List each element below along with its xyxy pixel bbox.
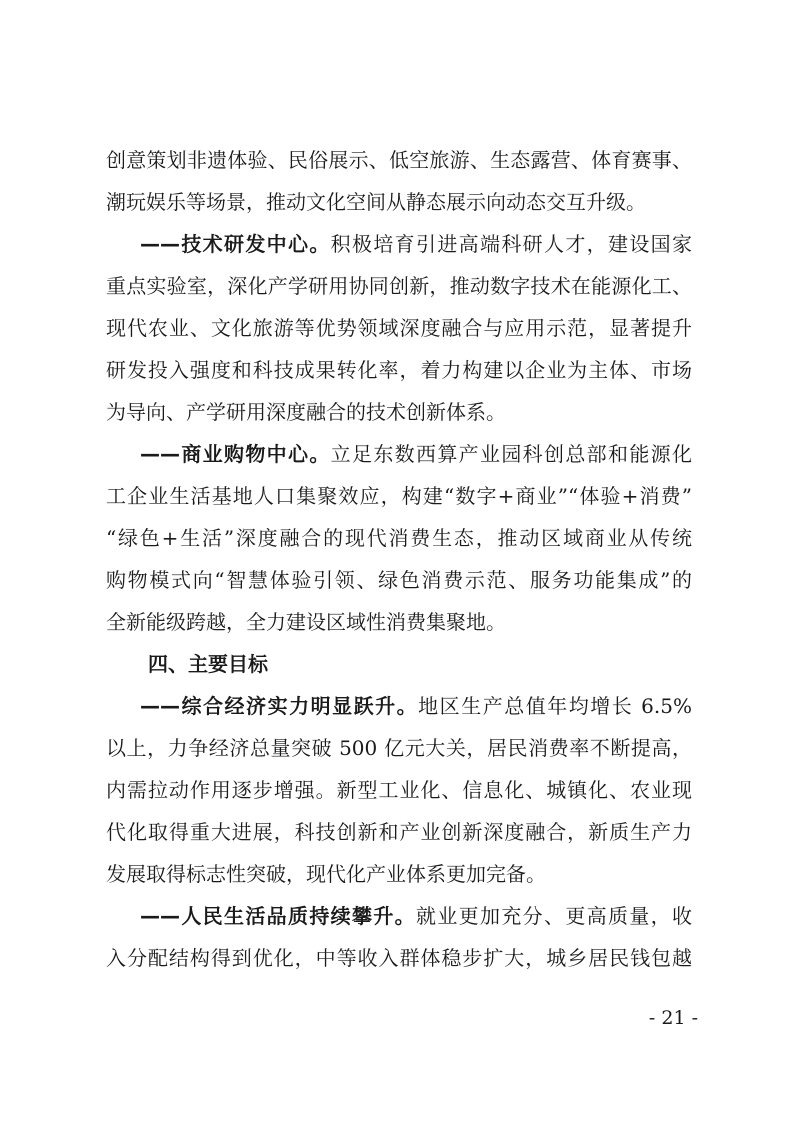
paragraph-lead-title: ——人民生活品质持续攀升。 [140,904,416,928]
paragraph-line: 现代农业、文化旅游等优势领域深度融合与应用示范，显著提升 [106,316,692,340]
paragraph-lead-text: 就业更加充分、更高质量，收 [416,904,692,928]
paragraph-line: 内需拉动作用逐步增强。新型工业化、信息化、城镇化、农业现 [106,778,692,802]
paragraph-lead-title: ——技术研发中心。 [140,232,331,256]
paragraph-lead-text: 立足东数西算产业园科创总部和能源化 [330,442,693,466]
paragraph-line: 购物模式向“智慧体验引领、绿色消费示范、服务功能集成”的 [106,568,692,592]
paragraph-first-line [106,223,692,265]
paragraph-lead-title: ——商业购物中心。 [140,442,331,466]
section-heading: 四、主要目标 [148,652,268,676]
paragraph-first-line [106,895,692,937]
paragraph-lead-text: 积极培育引进高端科研人才，建设国家 [330,232,693,256]
paragraph-line: 入分配结构得到优化，中等收入群体稳步扩大，城乡居民钱包越 [106,946,692,970]
paragraph-line: 发展取得标志性突破，现代化产业体系更加完备。 [106,862,546,886]
paragraph-line: 重点实验室，深化产学研用协同创新，推动数字技术在能源化工、 [106,274,692,298]
paragraph-line: 以上，力争经济总量突破 500 亿元大关，居民消费率不断提高， [106,736,692,760]
paragraph-line: 工企业生活基地人口集聚效应，构建“数字+商业”“体验+消费” [106,484,692,508]
page-number: - 21 - [648,1007,698,1029]
paragraph-line: 代化取得重大进展，科技创新和产业创新深度融合，新质生产力 [106,820,692,844]
paragraph-line: “绿色+生活”深度融合的现代消费生态，推动区域商业从传统 [106,526,692,550]
paragraph-line: 全新能级跨越，全力建设区域性消费集聚地。 [106,610,506,634]
paragraph-line: 为导向、产学研用深度融合的技术创新体系。 [106,400,506,424]
body-text [106,139,692,979]
paragraph-lead-title: ——综合经济实力明显跃升。 [140,694,419,718]
paragraph-line: 潮玩娱乐等场景，推动文化空间从静态展示向动态交互升级。 [106,190,646,214]
paragraph-line: 创意策划非遗体验、民俗展示、低空旅游、生态露营、体育赛事、 [106,148,692,172]
paragraph-lead-text: 地区生产总值年均增长 6.5% [418,694,692,718]
paragraph-first-line [106,685,692,727]
paragraph-line: 研发投入强度和科技成果转化率，着力构建以企业为主体、市场 [106,358,692,382]
paragraph-first-line [106,433,692,475]
